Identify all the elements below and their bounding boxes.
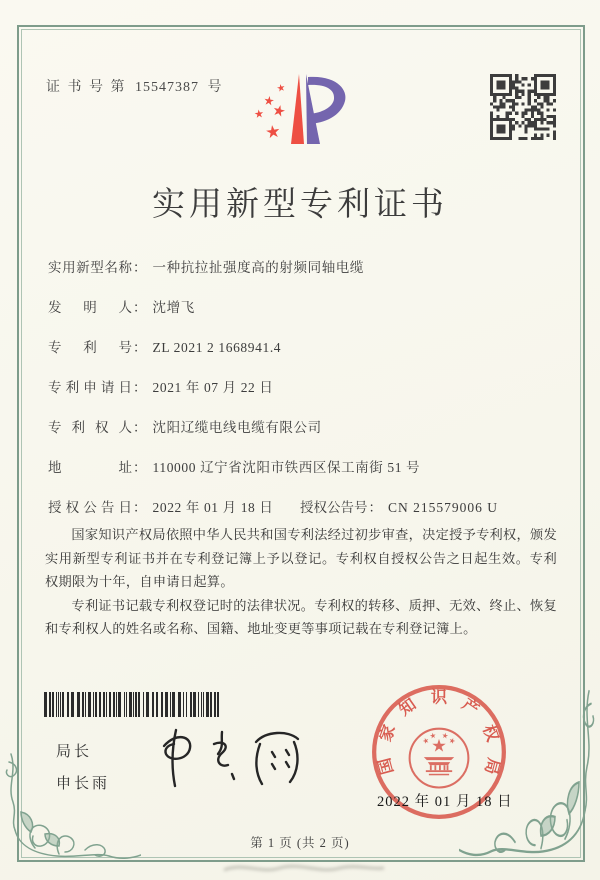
field-row-utility-model-name: 实用新型名称： 一种抗拉扯强度高的射频同轴电缆 [48, 256, 364, 276]
seal-date: 2022 年 01 月 18 日 [377, 794, 513, 810]
signature-handwriting-icon [148, 718, 318, 803]
field-value: 沈增飞 [152, 300, 195, 315]
field-row-grant [48, 496, 560, 516]
field-list [48, 256, 560, 536]
field-value: 2021 年 07 月 22 日 [152, 380, 274, 395]
field-row-patentee: 专利权人： 沈阳辽缆电线电缆有限公司 [48, 416, 322, 436]
certificate-number-suffix: 号 [207, 80, 224, 95]
field-label: 实用新型名称 [48, 260, 132, 275]
signer-printed-name: 申长雨 [56, 776, 111, 792]
field-row-patent-number: 专利号： ZL 2021 2 1668941.4 [48, 336, 281, 356]
grant-date-pair: 授权公告日： 2022 年 01 月 18 日 [48, 500, 273, 515]
field-value: ZL 2021 2 1668941.4 [152, 340, 282, 355]
field-value: 110000 辽宁省沈阳市铁西区保工南街 51 号 [152, 460, 421, 475]
certificate-number [46, 76, 224, 96]
field-value: CN 215579006 U [388, 500, 499, 515]
field-row-inventor: 发明人： 沈增飞 [48, 296, 195, 316]
svg-text:识: 识 [430, 688, 448, 707]
svg-text:国: 国 [375, 755, 398, 777]
svg-text:局: 局 [480, 755, 503, 777]
certificate-title: 实用新型专利证书 [152, 187, 448, 223]
field-label: 发明人 [48, 300, 132, 315]
field-row-filing-date: 专利申请日： 2021 年 07 月 22 日 [48, 376, 273, 396]
field-value: 2022 年 01 月 18 日 [152, 500, 274, 515]
signer-title: 局长 [56, 744, 93, 760]
field-row-address: 地址： 110000 辽宁省沈阳市铁西区保工南街 51 号 [48, 456, 420, 476]
cnipa-logo-icon [248, 68, 352, 154]
field-value: 沈阳辽缆电线电缆有限公司 [152, 420, 322, 435]
field-label: 专利权人 [48, 420, 132, 435]
legal-text [45, 523, 557, 641]
field-label: 专利申请日 [48, 380, 132, 395]
svg-text:权: 权 [479, 722, 502, 745]
logo-p-bowl [308, 77, 345, 124]
field-label: 专利号 [48, 340, 132, 355]
barcode [44, 692, 224, 717]
field-label: 授权公告号 [300, 500, 368, 515]
legal-paragraph-1: 国家知识产权局依照中华人民共和国专利法经过初步审查，决定授予专利权，颁发实用新型专利证书并在专利登记簿上予以登记。专利权自授权公告之日起生效。专利权期限为十年，自申请日起算。 [45, 527, 557, 589]
logo-red-wedge [291, 74, 304, 144]
field-label: 授权公告日 [48, 500, 132, 515]
grant-number-pair: 授权公告号： CN 215579006 U [300, 500, 499, 515]
legal-paragraph-2: 专利证书记载专利权登记时的法律状况。专利权的转移、质押、无效、终止、恢复和专利权人的姓名或名称、国籍、地址变更等事项记载在专利登记簿上。 [45, 597, 557, 636]
field-value: 一种抗拉扯强度高的射频同轴电缆 [152, 260, 364, 275]
svg-text:知: 知 [395, 695, 420, 720]
svg-text:家: 家 [376, 722, 399, 745]
certificate-number-value: 15547387 [135, 80, 199, 95]
qr-code [490, 74, 556, 140]
page-number: 第 1 页 (共 2 页) [250, 836, 350, 850]
field-label: 地址 [48, 460, 132, 475]
certificate-number-prefix: 证 书 号 第 [46, 80, 127, 95]
national-emblem [410, 729, 469, 788]
svg-text:产: 产 [458, 695, 483, 720]
